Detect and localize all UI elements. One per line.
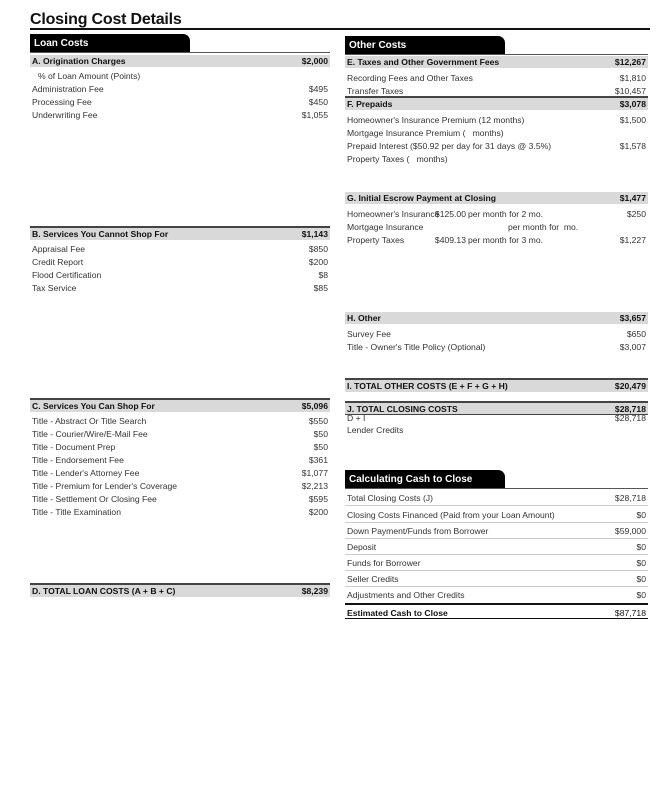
escrow-item: Mortgage Insurance per month for mo. <box>347 222 579 232</box>
section-g-total: $1,477 <box>619 193 646 203</box>
line-item: Appraisal Fee $850 <box>32 244 328 254</box>
cash-row: Total Closing Costs (J) $28,718 <box>345 490 648 506</box>
section-b-header <box>30 226 330 240</box>
loan-costs-header: Loan Costs <box>30 34 190 52</box>
line-item: Recording Fees and Other Taxes $1,810 <box>347 73 646 83</box>
line-item: Title - Owner's Title Policy (Optional) $3,007 <box>347 342 646 352</box>
section-f-title: F. Prepaids <box>347 99 393 109</box>
section-a-title: A. Origination Charges <box>32 56 126 66</box>
escrow-item: Homeowner's Insurance $125.00 per month for 2 mo. $250 <box>347 209 646 219</box>
cash-row: Closing Costs Financed (Paid from your Loan Amount) $0 <box>345 507 648 523</box>
section-d-total <box>30 583 330 597</box>
section-i-amount: $20,479 <box>614 381 646 391</box>
line-item: Title - Endorsement Fee $361 <box>32 455 328 465</box>
line-item: Flood Certification $8 <box>32 270 328 280</box>
other-costs-column <box>345 0 648 800</box>
section-e-total: $12,267 <box>614 57 646 67</box>
line-item: Administration Fee $495 <box>32 84 328 94</box>
line-item: Credit Report $200 <box>32 257 328 267</box>
section-c-total: $5,096 <box>301 401 328 411</box>
section-h-title: H. Other <box>347 313 381 323</box>
section-d-title: D. TOTAL LOAN COSTS (A + B + C) <box>32 586 176 596</box>
line-item: Tax Service $85 <box>32 283 328 293</box>
line-item: Prepaid Interest ($50.92 per day for 31 days @ 3.5%) $1,578 <box>347 141 646 151</box>
page-title: Closing Cost Details <box>30 11 182 28</box>
line-item: % of Loan Amount (Points) <box>38 71 141 81</box>
cash-row: Down Payment/Funds from Borrower $59,000 <box>345 523 648 539</box>
estimated-cash-to-close: Estimated Cash to Close $87,718 <box>345 603 648 619</box>
line-item: Survey Fee $650 <box>347 329 646 339</box>
section-b-title: B. Services You Cannot Shop For <box>32 229 169 239</box>
loan-costs-column <box>30 0 330 800</box>
line-item: Title - Lender's Attorney Fee $1,077 <box>32 468 328 478</box>
section-a-header <box>30 55 330 67</box>
line-item: Title - Settlement Or Closing Fee $595 <box>32 494 328 504</box>
line-item: Title - Title Examination $200 <box>32 507 328 517</box>
line-item: Underwriting Fee $1,055 <box>32 110 328 120</box>
section-i-title: I. TOTAL OTHER COSTS (E + F + G + H) <box>347 381 508 391</box>
cash-row: Funds for Borrower $0 <box>345 555 648 571</box>
section-e-title: E. Taxes and Other Government Fees <box>347 57 500 67</box>
section-j-amount: $28,718 <box>614 404 646 414</box>
section-g-title: G. Initial Escrow Payment at Closing <box>347 193 496 203</box>
section-h-header <box>345 312 648 324</box>
cash-row: Adjustments and Other Credits $0 <box>347 590 646 600</box>
section-a-total: $2,000 <box>301 56 328 66</box>
cash-to-close-rule <box>345 488 648 489</box>
section-c-title: C. Services You Can Shop For <box>32 401 155 411</box>
other-costs-header: Other Costs <box>345 36 505 54</box>
section-i-total <box>345 378 648 392</box>
other-costs-rule <box>345 54 648 55</box>
line-item: Transfer Taxes $10,457 <box>347 86 646 96</box>
line-item: D + I $28,718 <box>347 413 646 423</box>
cash-row: Seller Credits $0 <box>345 571 648 587</box>
section-h-total: $3,657 <box>619 313 646 323</box>
cash-row: Deposit $0 <box>345 539 648 555</box>
line-item: Title - Premium for Lender's Coverage $2,213 <box>32 481 328 491</box>
line-item: Processing Fee $450 <box>32 97 328 107</box>
loan-costs-rule <box>30 52 330 53</box>
line-item: Homeowner's Insurance Premium (12 months) $1,500 <box>347 115 646 125</box>
section-d-amount: $8,239 <box>301 586 328 596</box>
section-b-total: $1,143 <box>301 229 328 239</box>
section-c-header <box>30 398 330 412</box>
line-item: Property Taxes ( months) <box>347 154 448 164</box>
line-item: Title - Courier/Wire/E-Mail Fee $50 <box>32 429 328 439</box>
cash-to-close-header: Calculating Cash to Close <box>345 470 505 488</box>
escrow-item: Property Taxes $409.13 per month for 3 mo. $1,227 <box>347 235 646 245</box>
line-item: Mortgage Insurance Premium ( months) <box>347 128 504 138</box>
section-f-header <box>345 96 648 110</box>
line-item: Title - Abstract Or Title Search $550 <box>32 416 328 426</box>
section-e-header <box>345 56 648 68</box>
line-item: Lender Credits <box>347 425 404 435</box>
section-g-header <box>345 192 648 204</box>
section-j-title: J. TOTAL CLOSING COSTS <box>347 404 458 414</box>
section-f-total: $3,078 <box>619 99 646 109</box>
line-item: Title - Document Prep $50 <box>32 442 328 452</box>
